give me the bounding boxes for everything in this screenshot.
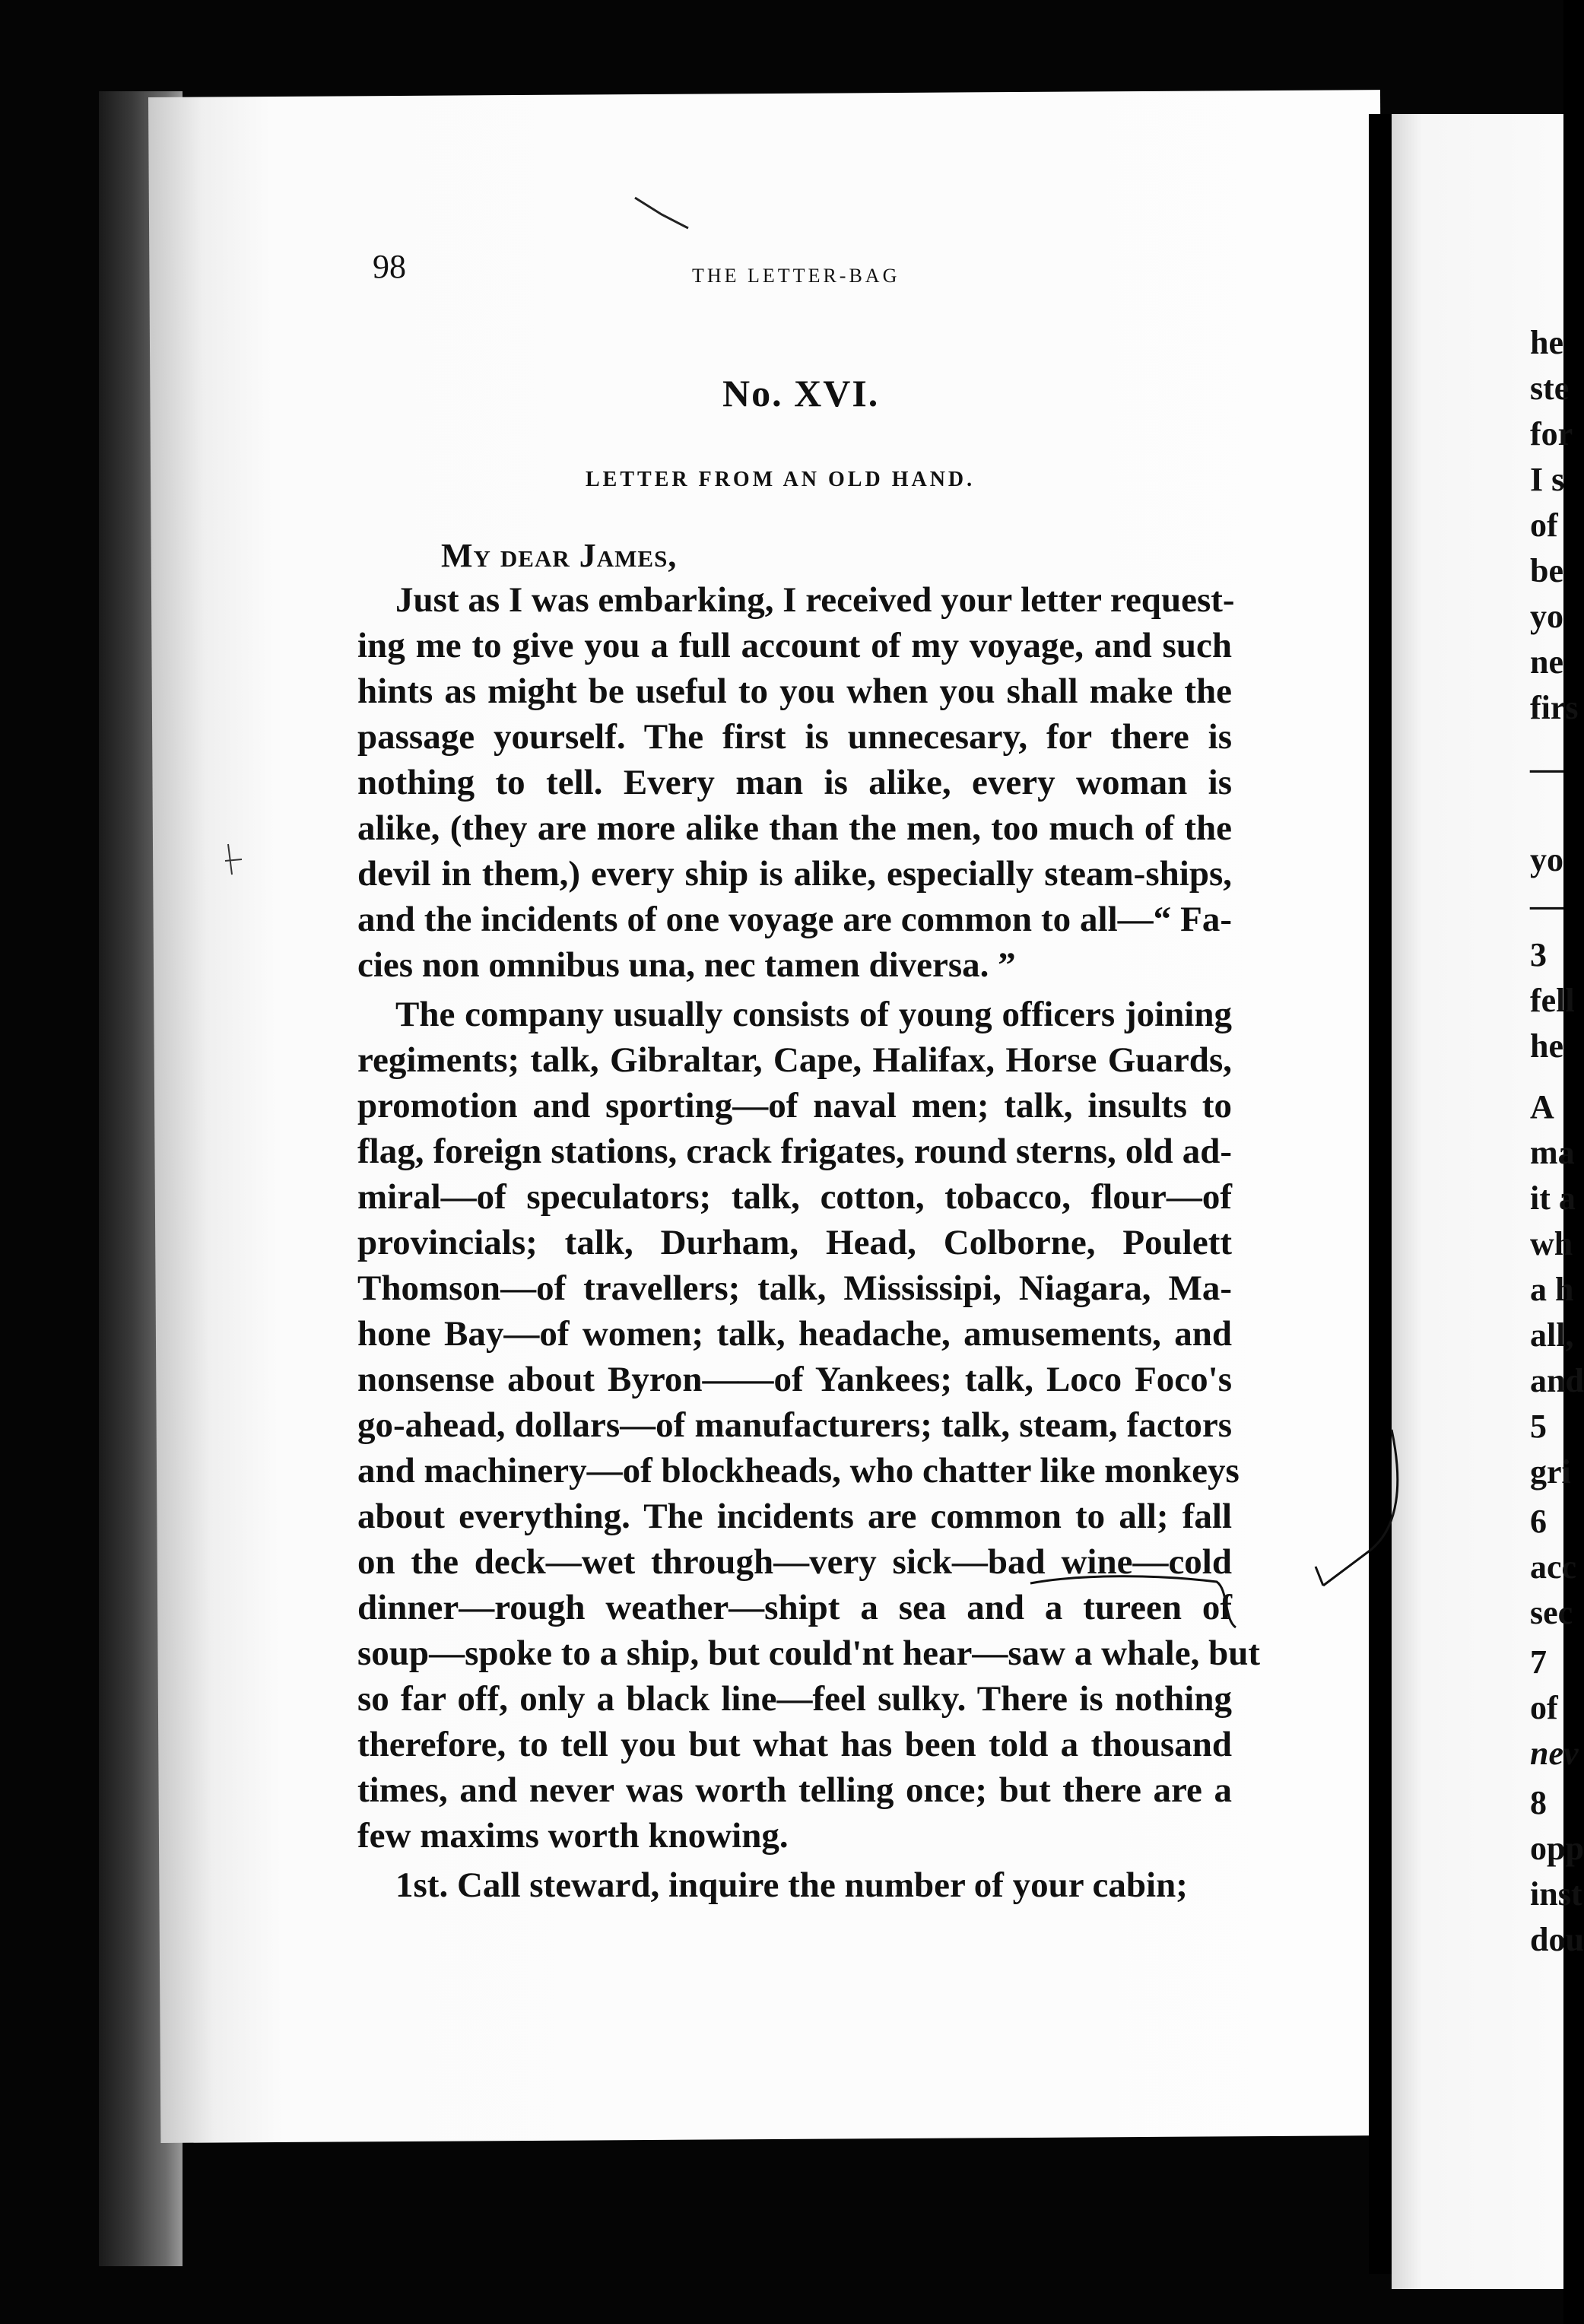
right-page-fragment: 8: [1530, 1784, 1547, 1821]
text-line: miral—of speculators; talk, cotton, tobacco, flour—of: [357, 1177, 1232, 1217]
text-line: on the deck—wet through—very sick—bad wine—cold: [357, 1542, 1232, 1582]
right-page-fragment: A: [1530, 1088, 1554, 1125]
right-page-fragment: inst: [1530, 1875, 1582, 1913]
text-line: alike, (they are more alike than the men, too much of the: [357, 808, 1232, 848]
right-page-fragment: —: [1530, 750, 1563, 787]
right-page-fragment: 5: [1530, 1408, 1547, 1445]
right-page-fragment: for: [1530, 415, 1573, 452]
right-page-fragment: dou: [1530, 1921, 1584, 1958]
letter-number: No. XVI.: [722, 372, 880, 414]
right-page-fragment: yo: [1530, 598, 1563, 635]
page-number: 98: [373, 248, 406, 285]
text-line: dinner—rough weather—shipt a sea and a tureen of: [357, 1588, 1232, 1627]
right-page-fragment: 3: [1530, 936, 1547, 973]
right-page-fragment: ne: [1530, 643, 1563, 681]
text-line: flag, foreign stations, crack frigates, round sterns, old ad-: [357, 1132, 1232, 1171]
text-line: hone Bay—of women; talk, headache, amusements, and: [357, 1314, 1232, 1354]
text-line: Thomson—of travellers; talk, Mississipi, Niagara, Ma-: [357, 1268, 1232, 1308]
right-page-fragment: of: [1530, 506, 1558, 544]
right-page-fragment: gri: [1530, 1453, 1571, 1491]
underline-mark: [1030, 1576, 1236, 1627]
right-page-fragment: he: [1530, 1027, 1563, 1065]
text-line: regiments; talk, Gibraltar, Cape, Halifax, Horse Guards,: [357, 1040, 1232, 1080]
text-line: provincials; talk, Durham, Head, Colborne, Poulett: [357, 1223, 1232, 1262]
right-page-fragment: ste: [1530, 370, 1570, 407]
right-page-fragment: wh: [1530, 1225, 1573, 1262]
running-title: THE LETTER-BAG: [692, 265, 900, 287]
right-page-fragment: yo: [1530, 841, 1563, 878]
text-line: soup—spoke to a ship, but could'nt hear—saw a whale, but: [357, 1633, 1261, 1673]
right-page-fragment: a h: [1530, 1271, 1574, 1308]
text-line: and machinery—of blockheads, who chatter like monkeys: [357, 1451, 1240, 1491]
text-line: few maxims worth knowing.: [357, 1816, 789, 1856]
text-line: nothing to tell. Every man is alike, every woman is: [357, 763, 1232, 802]
right-page-fragment: opp: [1530, 1830, 1584, 1867]
top-stroke-mark: [635, 198, 688, 228]
right-page-fragment: of: [1530, 1689, 1558, 1726]
right-page-fragment: 7: [1530, 1643, 1547, 1681]
right-page-fragment: be: [1530, 552, 1563, 589]
right-page-fragment: acc: [1530, 1548, 1577, 1586]
right-page-fragment: firs: [1530, 689, 1579, 726]
right-page-fragment: ma: [1530, 1134, 1575, 1171]
right-page-fragment: he: [1530, 324, 1563, 361]
margin-tick-mark: [225, 844, 242, 875]
text-line: nonsense about Byron——of Yankees; talk, Loco Foco's: [357, 1360, 1232, 1399]
text-line: 1st. Call steward, inquire the number of your cabin;: [395, 1865, 1188, 1905]
text-line: and the incidents of one voyage are common to all—“ Fa-: [357, 900, 1232, 939]
text-line: The company usually consists of young officers joining: [395, 995, 1232, 1034]
text-line: devil in them,) every ship is alike, especially steam-ships,: [357, 854, 1232, 894]
text-line: ing me to give you a full account of my voyage, and such: [357, 626, 1232, 665]
text-line: cies non omnibus una, nec tamen diversa. ”: [357, 945, 1016, 985]
text-line: passage yourself. The first is unnecesary, for there is: [357, 717, 1232, 757]
right-page-fragment: —: [1530, 887, 1563, 924]
letter-title: LETTER FROM AN OLD HAND.: [586, 468, 976, 491]
text-line: about everything. The incidents are common to all; fall: [357, 1497, 1232, 1536]
right-page-fragment: I s: [1530, 461, 1565, 498]
salutation: My dear James,: [441, 537, 678, 574]
right-page-fragment: nev: [1530, 1735, 1579, 1772]
right-page-fragment: 6: [1530, 1503, 1547, 1540]
right-page-fragment: and: [1530, 1362, 1584, 1399]
text-line: Just as I was embarking, I received your letter request-: [395, 580, 1235, 620]
text-line: times, and never was worth telling once; but there are a: [357, 1770, 1232, 1810]
bracket-mark: [1316, 1430, 1398, 1586]
text-line: so far off, only a black line—feel sulky. There is nothing: [357, 1679, 1232, 1719]
right-page-fragment: fell: [1530, 982, 1575, 1019]
right-page-fragment: sec: [1530, 1594, 1573, 1631]
right-page-fragment: all,: [1530, 1316, 1574, 1354]
text-line: therefore, to tell you but what has been told a thousand: [357, 1725, 1232, 1764]
text-line: go-ahead, dollars—of manufacturers; talk, steam, factors: [357, 1405, 1232, 1445]
right-page-fragment: it a: [1530, 1179, 1576, 1217]
text-line: promotion and sporting—of naval men; talk, insults to: [357, 1086, 1232, 1125]
text-line: hints as might be useful to you when you shall make the: [357, 671, 1232, 711]
